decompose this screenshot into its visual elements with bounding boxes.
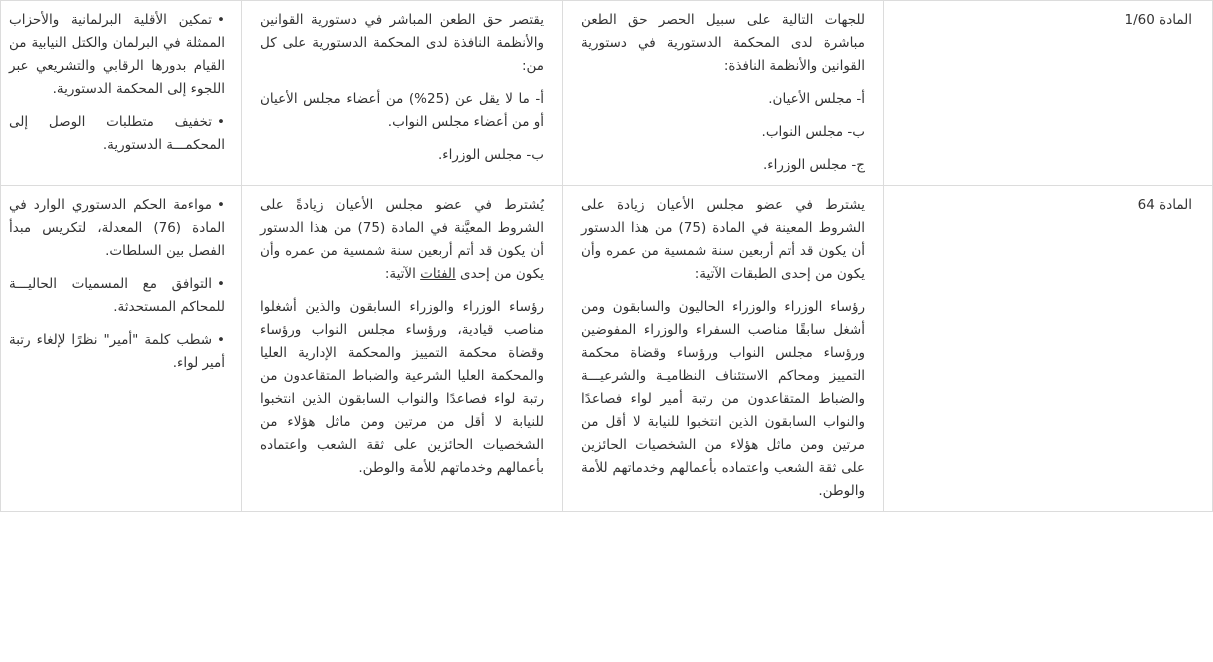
rationale-text: مواءمة الحكم الدستوري الوارد في المادة (76) المعدلة، لتكريس مبدأ الفصل بين السلطات. [9,197,225,259]
amended-text-paragraph: رؤساء الوزراء والوزراء السابقون والذين أشغلوا مناصب قيادية، ورؤساء مجلس النواب ورؤساء وقضاة محكمة التمييز والمحكمة الإدارية العليا والمحكمة العليا الشرعية والضباط المتقاعدون من رتبة لواء فصاعدًا والنواب السابقون الذين انتخبوا للنيابة لا أقل من مرتين ومن ماثل هؤلاء من الشخصيات الحائزين على ثقة الشعب واعتماده بأعمالهم وخدماتهم للأمة والوطن. [260,299,544,476]
original-text-paragraph: أ- مجلس الأعيان. [768,91,865,107]
list-item [9,9,225,101]
rationale-text: تمكين الأقلية البرلمانية والأحزاب الممثلة في البرلمان والكتل النيابية من القيام بدورها الرقابي والتشريعي عبر اللجوء إلى المحكمة الدستورية. [9,12,225,97]
amended-text-paragraph: يقتصر حق الطعن المباشر في دستورية القوانين والأنظمة النافذة لدى المحكمة الدستورية على كل من: [260,12,544,74]
bullet-icon: • [217,12,225,28]
article-number: المادة 1/60 [1124,12,1192,28]
article-number: المادة 64 [1137,197,1192,213]
amended-text-paragraph [260,194,544,286]
table-row [1,186,1213,512]
underlined-term: الفئات [420,266,456,282]
amended-text-part: الآتية: [384,266,421,282]
list-item [9,329,225,375]
amended-text-paragraph: ب- مجلس الوزراء. [437,147,544,163]
amended-text-cell [242,1,563,186]
list-item [9,194,225,263]
original-text-paragraph: ج- مجلس الوزراء. [762,157,865,173]
list-item [9,273,225,319]
original-text-cell [563,186,884,512]
bullet-icon: • [217,276,225,292]
original-text-paragraph: يشترط في عضو مجلس الأعيان زيادة على الشروط المعينة في المادة (75) من هذا الدستور أن يكون قد أتم أربعين سنة شمسية من عمره وأن يكون من إحدى الطبقات الآتية: [581,197,865,282]
rationale-text: التوافق مع المسميات الحاليـــة للمحاكم المستحدثة. [9,276,225,315]
bullet-icon: • [217,332,225,348]
article-cell [884,1,1213,186]
table-row [1,1,1213,186]
original-text-paragraph: للجهات التالية على سبيل الحصر حق الطعن مباشرة لدى المحكمة الدستورية في دستورية القوانين والأنظمة النافذة: [581,12,865,74]
rationale-cell [1,1,242,186]
rationale-text: شطب كلمة "أمير" نظرًا لإلغاء رتبة أمير لواء. [9,332,225,371]
original-text-paragraph: رؤساء الوزراء والوزراء الحاليون والسابقون ومن أشغل سابقًا مناصب السفراء والوزراء المفوضين ورؤساء مجلس النواب ورؤساء وقضاة محكمة التمييز ومحاكم الاستئناف النظاميـة والشرعيـــة والضباط المتقاعدون من رتبة أمير لواء فصاعدًا والنواب السابقون الذين انتخبوا للنيابة لا أقل من مرتين ومن ماثل هؤلاء من الشخصيات الحائزين على ثقة الشعب واعتماده بأعمالهم وخدماتهم للأمة والوطن. [581,299,865,499]
list-item [9,111,225,157]
rationale-list [9,194,225,375]
amended-text-part: يُشترط في عضو مجلس الأعيان زيادةً على الشروط المعيَّنة في المادة (75) من هذا الدستور أن يكون قد أتم أربعين سنة شمسية من عمره وأن يكون من إحدى [260,197,544,282]
article-cell [884,186,1213,512]
amended-text-cell [242,186,563,512]
rationale-list [9,9,225,157]
bullet-icon: • [217,114,225,130]
original-text-paragraph: ب- مجلس النواب. [761,124,865,140]
amended-text-paragraph: أ- ما لا يقل عن (25%) من أعضاء مجلس الأعيان أو من أعضاء مجلس النواب. [260,91,544,130]
bullet-icon: • [217,197,225,213]
rationale-cell [1,186,242,512]
rationale-text: تخفيف متطلبات الوصل إلى المحكمـــة الدستورية. [9,114,225,153]
original-text-cell [563,1,884,186]
